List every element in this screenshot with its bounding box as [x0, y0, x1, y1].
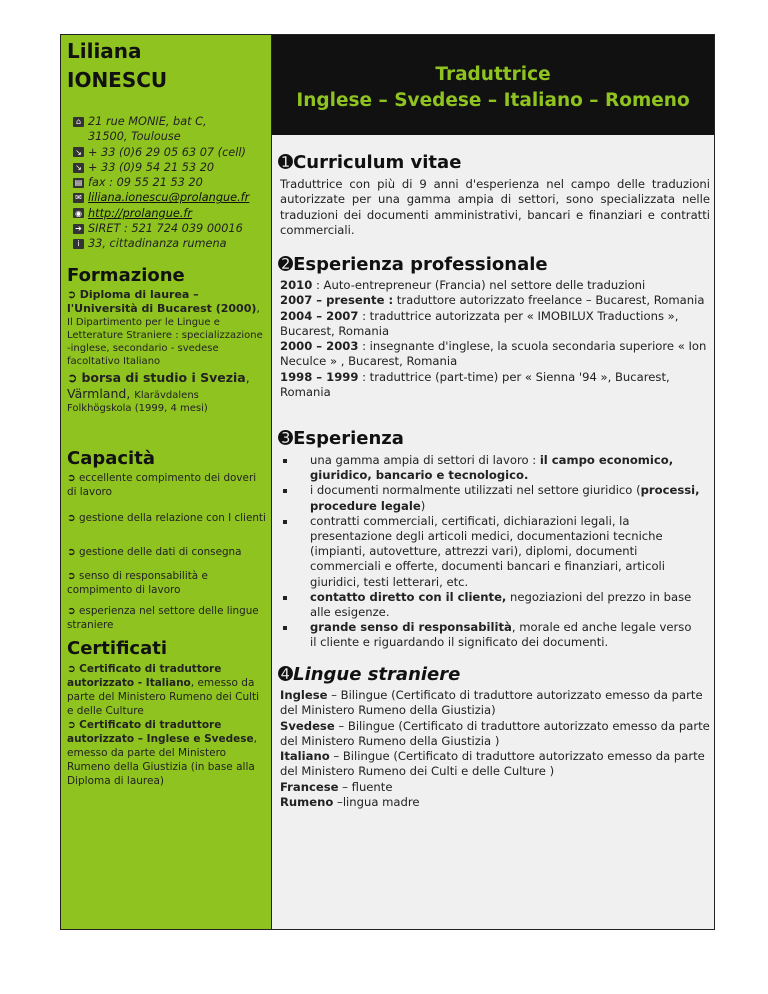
capacita-item: ➲ senso di responsabilità e compimento di lavoro	[67, 570, 208, 596]
contact-siret: ➔ SIRET : 521 724 039 00016	[73, 221, 269, 236]
capacita-item: ➲ gestione della relazione con I clienti	[67, 512, 266, 524]
mobile-phone-icon: ↘	[73, 147, 84, 157]
job-title-line1: Traduttrice	[435, 64, 551, 85]
experience-prof-list	[280, 278, 710, 400]
list-item: contatto diretto con il cliente, negoziazioni del prezzo in base alle esigenze.	[280, 590, 700, 620]
web-icon: ◉	[73, 208, 84, 218]
number-2-icon: ➋	[278, 254, 294, 275]
list-item: una gamma ampia di settori di lavoro : il campo economico, giuridico, bancario e tecnologico.	[280, 453, 700, 483]
language-row: Francese – fluente	[280, 779, 393, 794]
email-link[interactable]: liliana.ionescu@prolangue.fr	[88, 191, 250, 205]
sidebar	[61, 35, 272, 929]
section-heading-cv: ➊Curriculum vitae	[278, 152, 462, 173]
cv-summary: Traduttrice con più di 9 anni d'esperienza nel campo delle traduzioni autorizzate per una gamma ampia di settori, sono specializzata nelle traduzioni dei documenti amministrativi, bancari e finanziari e contratti commerciali.	[280, 177, 710, 237]
arrow-icon: ➲	[67, 546, 76, 558]
formazione-block	[67, 288, 267, 415]
certificate-1: ➲ Certificato di traduttore autorizzato - Italiano, emesso da parte del Ministero Rumeno dei Culti e delle Culture	[67, 663, 260, 717]
arrow-icon: ➲	[67, 570, 76, 582]
job-title	[272, 62, 714, 114]
bullet-square-icon	[283, 489, 287, 493]
arrow-right-icon: ➔	[73, 224, 84, 234]
phone-icon: ↘	[73, 163, 84, 173]
last-name: IONESCU	[67, 68, 168, 92]
formazione-item-2-detail: Folkhögskola (1999, 4 mesi)	[67, 403, 208, 414]
contact-nationality: i 33, cittadinanza rumena	[73, 236, 269, 251]
number-1-icon: ➊	[278, 152, 294, 173]
language-row: Italiano – Bilingue (Certificato di traduttore autorizzato emesso da parte del Ministero Rumeno dei Culti e delle Culture )	[280, 749, 705, 779]
language-row: Inglese – Bilingue (Certificato di traduttore autorizzato emesso da parte del Ministero Rumeno della Giustizia)	[280, 688, 703, 718]
list-item: contratti commerciali, certificati, dichiarazioni legali, la presentazione degli articoli medici, documentazioni tecniche (impianti, autovetture, attrezzi vari), diplomi, documenti commerciali e offerte, documenti bancari e finanziari, articoli giuridici, testi letterari, etc.	[280, 514, 700, 590]
main-content	[272, 135, 714, 929]
capacita-item: ➲ esperienza nel settore delle lingue straniere	[67, 605, 259, 631]
list-item: grande senso di responsabilità, morale ed anche legale verso il cliente e riguardando il significato dei documenti.	[280, 620, 700, 650]
header-banner	[272, 35, 714, 135]
section-heading-lingue: ➍Lingue straniere	[278, 664, 461, 685]
experience-row: 2010 : Auto-entrepreneur (Francia) nel settore delle traduzioni	[280, 278, 646, 292]
contact-web	[73, 206, 269, 221]
bullet-square-icon	[283, 596, 287, 600]
arrow-icon: ➲	[67, 370, 78, 385]
capacita-heading: Capacità	[67, 448, 155, 469]
section-heading-esperienza: ➌Esperienza	[278, 428, 404, 449]
number-4-icon: ➍	[278, 664, 294, 685]
bullet-square-icon	[283, 520, 287, 524]
language-row: Svedese – Bilingue (Certificato di traduttore autorizzato emesso da parte del Ministero Rumeno della Giustizia )	[280, 718, 710, 748]
formazione-heading: Formazione	[67, 265, 185, 286]
certificate-2: ➲ Certificato di traduttore autorizzato – Inglese e Svedese, emesso da parte del Ministero Rumeno della Giustizia (in base alla Diploma di laurea)	[67, 719, 257, 787]
formazione-item-1: ➲ Diploma di laurea – l'Università di Bucarest (2000),	[67, 288, 260, 315]
capacita-item: ➲ gestione delle dati di consegna	[67, 546, 242, 558]
contact-phone: ↘ + 33 (0)9 54 21 53 20	[73, 160, 269, 175]
list-item: i documenti normalmente utilizzati nel settore giuridico (processi, procedure legale)	[280, 483, 700, 513]
contact-list	[73, 114, 269, 252]
contact-fax: ▤ fax : 09 55 21 53 20	[74, 176, 203, 190]
formazione-item-1-detail: Il Dipartimento per le Lingue e Letterature Straniere : specializzazione -inglese, secondario - svedese facoltativo Italiano	[67, 317, 263, 367]
section-heading-experience-prof: ➋Esperienza professionale	[278, 254, 548, 275]
arrow-icon: ➲	[67, 605, 76, 617]
contact-cell: ↘ + 33 (0)6 29 05 63 07 (cell)	[73, 145, 269, 160]
arrow-icon: ➲	[67, 663, 76, 675]
contact-address-city: 31500, Toulouse	[88, 130, 181, 144]
arrow-icon: ➲	[67, 288, 77, 301]
person-name	[67, 37, 167, 95]
esperienza-list	[280, 453, 700, 651]
certificati-heading: Certificati	[67, 638, 168, 659]
job-title-languages: Inglese – Svedese – Italiano – Romeno	[296, 90, 690, 111]
capacita-item: ➲ eccellente compimento dei doveri di lavoro	[67, 472, 257, 498]
contact-email	[73, 190, 269, 205]
experience-row: 2004 – 2007 : traduttrice autorizzata per « IMOBILUX Traductions », Bucarest, Romania	[280, 308, 679, 338]
fax-icon: ▤	[74, 178, 83, 188]
website-link[interactable]: http://prolangue.fr	[88, 206, 193, 220]
formazione-item-2: ➲ borsa di studio i Svezia, Värmland, Klarävdalens	[67, 370, 250, 401]
arrow-icon: ➲	[67, 719, 76, 731]
arrow-icon: ➲	[67, 472, 76, 484]
home-icon: ⌂	[73, 117, 84, 127]
arrow-icon: ➲	[67, 512, 76, 524]
email-icon: ✉	[73, 193, 84, 203]
languages-list	[280, 688, 710, 810]
bullet-square-icon	[283, 626, 287, 630]
certificati-block	[67, 662, 267, 788]
cv-page	[60, 34, 715, 930]
number-3-icon: ➌	[278, 428, 294, 449]
experience-row: 1998 – 1999 : traduttrice (part-time) per « Sienna '94 », Bucarest, Romania	[280, 369, 670, 400]
info-icon: i	[73, 239, 84, 249]
bullet-square-icon	[283, 459, 287, 463]
experience-row: 2007 – presente : traduttore autorizzato freelance – Bucarest, Romania	[280, 293, 705, 308]
experience-row: 2000 – 2003 : insegnante d'inglese, la scuola secondaria superiore « Ion Neculce » , Bucarest, Romania	[280, 339, 707, 369]
contact-address: ⌂ 21 rue MONIE, bat C,	[73, 114, 269, 129]
first-name: Liliana	[67, 39, 142, 63]
language-row: Rumeno –lingua madre	[280, 795, 420, 810]
